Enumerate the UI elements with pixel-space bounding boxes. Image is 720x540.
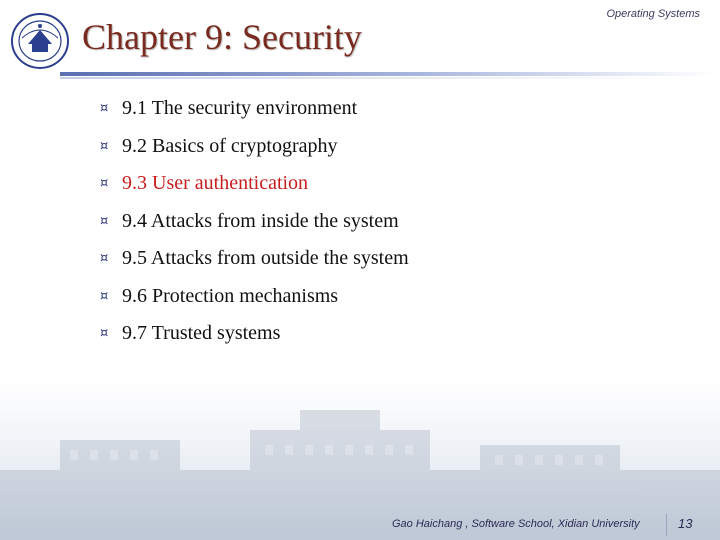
topic-item-9-3	[100, 165, 409, 203]
topic-label: 9.5 Attacks from outside the system	[122, 247, 409, 270]
topic-label-highlighted: 9.3 User authentication	[122, 172, 309, 195]
topic-label: 9.6 Protection mechanisms	[122, 284, 339, 307]
bullet-icon: ¤	[100, 251, 109, 267]
footer-divider	[666, 514, 667, 536]
course-name: Operating Systems	[606, 8, 700, 20]
page-number: 13	[678, 516, 693, 531]
topic-label: 9.2 Basics of cryptography	[122, 134, 338, 157]
topic-item-9-1	[100, 90, 409, 128]
bullet-icon: ¤	[100, 288, 109, 304]
university-seal-icon	[10, 12, 70, 70]
topic-item-9-7	[100, 315, 409, 353]
topic-label: 9.7 Trusted systems	[122, 322, 281, 345]
bullet-icon: ¤	[100, 213, 109, 229]
bullet-icon: ¤	[100, 138, 109, 154]
topic-label: 9.4 Attacks from inside the system	[122, 209, 399, 232]
footer-author: Gao Haichang , Software School, Xidian University	[392, 518, 640, 530]
topic-list	[100, 90, 409, 353]
bullet-icon: ¤	[100, 176, 109, 192]
topic-label: 9.1 The security environment	[122, 97, 358, 120]
title-underline	[60, 72, 715, 76]
topic-item-9-6	[100, 278, 409, 316]
title-underline-secondary	[60, 77, 680, 79]
topic-item-9-5	[100, 240, 409, 278]
slide-title: Chapter 9: Security	[82, 17, 362, 57]
bullet-icon: ¤	[100, 101, 109, 117]
topic-item-9-2	[100, 128, 409, 166]
bullet-icon: ¤	[100, 326, 109, 342]
topic-item-9-4	[100, 203, 409, 241]
